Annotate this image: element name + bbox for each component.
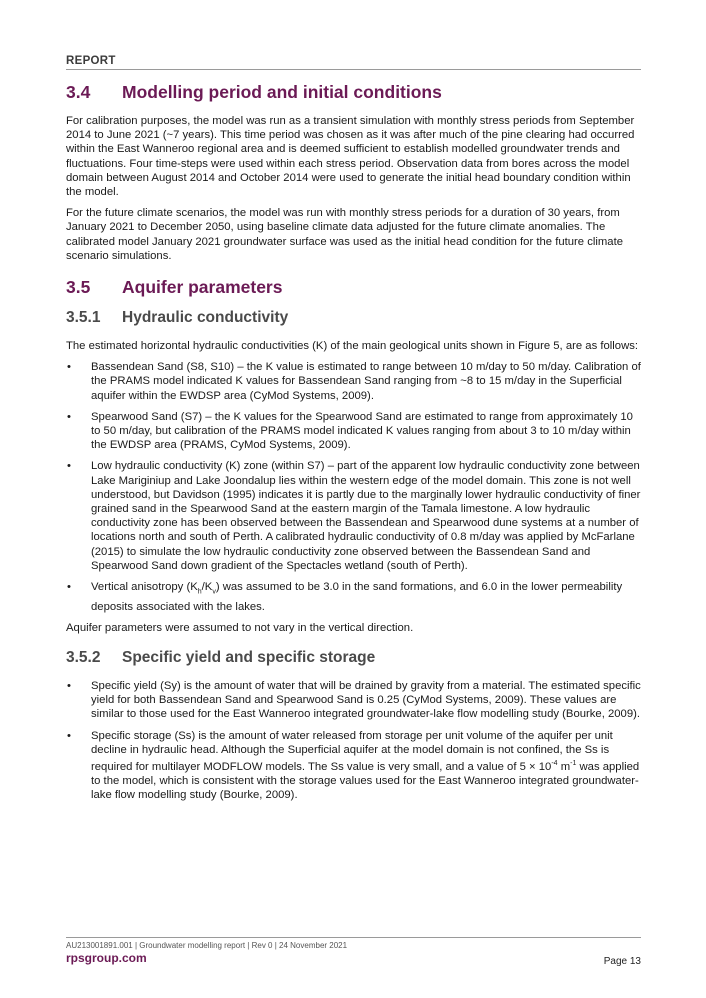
subsection-number: 3.5.2 xyxy=(66,648,101,666)
text-fragment: Specific storage (Ss) is the amount of water released from storage per unit volume of the aquifer per unit decline in hydraulic head. Although the Superficial aquifer at the model domain is not confined, the Ss is required for multilayer MODFLOW models. The Ss value is very small, and a value of 5 × 10 xyxy=(91,729,613,773)
subscript: v xyxy=(212,588,216,596)
header-divider xyxy=(66,69,641,70)
paragraph: Aquifer parameters were assumed to not vary in the vertical direction. xyxy=(66,621,414,634)
subsection-heading-3-5-2 xyxy=(66,649,641,667)
page-number: Page 13 xyxy=(603,956,641,967)
subsection-title: Hydraulic conductivity xyxy=(122,309,289,327)
footer-website[interactable]: rpsgroup.com xyxy=(66,951,147,965)
subscript: h xyxy=(197,588,202,596)
list-item xyxy=(66,580,641,614)
section-heading-3-5 xyxy=(66,277,641,298)
bullet-icon: • xyxy=(67,729,71,742)
paragraph: For the future climate scenarios, the model was run with monthly stress periods for a duration of 30 years, from January 2021 to December 2050, using baseline climate data adjusted for the future climate anomalies. The calibrated model January 2021 groundwater surface was used as the initial head condition for the future climate scenario simulations. xyxy=(66,207,624,262)
footer-divider xyxy=(66,937,641,938)
superscript: -1 xyxy=(570,759,577,767)
section-number: 3.4 xyxy=(66,82,91,102)
paragraph: The estimated horizontal hydraulic conductivities (K) of the main geological units shown in Figure 5, are as follows: xyxy=(66,340,639,353)
page-content xyxy=(66,82,641,809)
list-item-text xyxy=(91,581,622,612)
paragraph: For calibration purposes, the model was run as a transient simulation with monthly stress periods from September 2014 to June 2021 (~7 years). This time period was chosen as it was after much of the pine clearing had occurred within the East Wanneroo regional area and is deemed sufficient to establish modelled groundwater trends and fluctuations. Four time-steps were used within each stress period. Observation data from bores across the model domain between August 2014 and October 2014 were used to generate the initial head boundary condition within the model. xyxy=(66,115,635,199)
list-item-text: Bassendean Sand (S8, S10) – the K value is estimated to range between 10 m/day to 50 m/day. Calibration of the PRAMS model indicated K values for Bassendean Sand ranging from ~8 to 15 m/day in the Superficial aquifer within the EWDSP area (CyMod Systems, 2009). xyxy=(91,361,641,402)
list-item xyxy=(66,459,641,573)
list-item-text xyxy=(91,730,639,802)
list-item xyxy=(66,729,641,803)
list-item xyxy=(66,679,641,722)
subsection-number: 3.5.1 xyxy=(66,309,101,327)
list-item-text: Spearwood Sand (S7) – the K values for the Spearwood Sand are estimated to range from approximately 10 to 50 m/day, but calibration of the PRAMS model indicated K values ranging from about 3 to 10 m/day within the EWDSP area (PRAMS, CyMod Systems, 2009). xyxy=(91,410,633,452)
text-fragment: /K xyxy=(201,581,213,594)
list-item-text: Low hydraulic conductivity (K) zone (within S7) – part of the apparent low hydraulic conductivity zone between Lake Mariginiup and Lake Joondalup lies within the western edge of the model domain. This zone is not well understood, but Davidson (1995) indicates it is partly due to the marginally lower hydraulic conductivity of finer grained sand in the Spearwood Sand at the eastern margin of the Tamala limestone. A low hydraulic conductivity zone has been observed between the Bassendean and Spearwood dune systems at a number of locations north and south of Perth. A calibrated hydraulic conductivity of 0.8 m/day was applied by McFarlane (2015) to simulate the low hydraulic conductivity zone observed between the Bassendean Sand and Spearwood Sand down gradient of the Spectacles wetland (south of Perth). xyxy=(91,460,641,572)
section-number: 3.5 xyxy=(66,277,91,298)
bullet-icon: • xyxy=(67,679,71,692)
bullet-list xyxy=(66,360,641,614)
text-fragment: ) was assumed to be 3.0 in the sand formations, and 6.0 in the lower permeability deposits associated with the lakes. xyxy=(91,581,623,613)
bullet-list xyxy=(66,679,641,802)
bullet-icon: • xyxy=(67,460,71,473)
text-fragment: m xyxy=(557,760,571,773)
subsection-heading-3-5-1 xyxy=(66,309,641,327)
superscript: -4 xyxy=(551,759,558,767)
text-fragment: was applied to the model, which is consistent with the storage values used for the East Wanneroo integrated groundwater-lake flow modelling study (Bourke, 2009). xyxy=(91,760,640,802)
footer-document-info: AU213001891.001 | Groundwater modelling report | Rev 0 | 24 November 2021 xyxy=(66,941,348,950)
report-label: REPORT xyxy=(66,55,116,67)
list-item xyxy=(66,410,641,453)
list-item-text: Specific yield (Sy) is the amount of water that will be drained by gravity from a material. The estimated specific yield for both Bassendean Sand and Spearwood Sand is 0.25 (CyMod Systems, 2009). These values are similar to those used for the East Wanneroo integrated groundwater-lake flow modelling study (Bourke, 2009). xyxy=(91,679,641,721)
bullet-icon: • xyxy=(67,410,71,423)
section-title: Aquifer parameters xyxy=(122,277,283,298)
section-heading-3-4 xyxy=(66,82,641,103)
section-title: Modelling period and initial conditions xyxy=(122,82,442,102)
subsection-title: Specific yield and specific storage xyxy=(122,648,376,666)
text-fragment: Vertical anisotropy (K xyxy=(91,581,198,594)
bullet-icon: • xyxy=(67,361,71,374)
list-item xyxy=(66,360,641,403)
bullet-icon: • xyxy=(67,581,71,594)
